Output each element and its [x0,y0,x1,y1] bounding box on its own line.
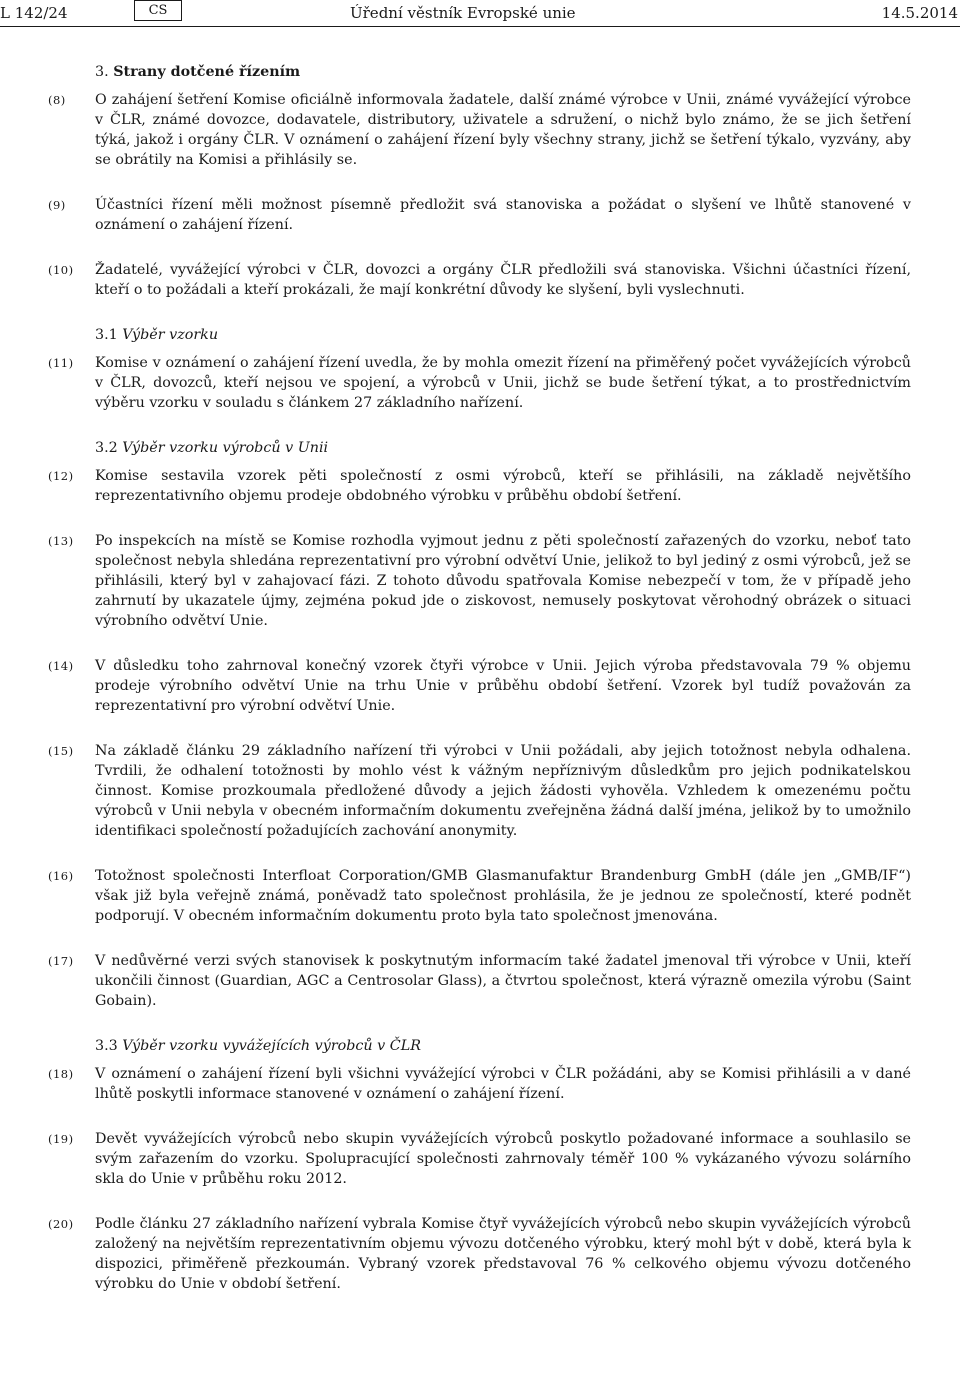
subsection-title: Výběr vzorku [122,327,219,343]
paragraph-number: (16) [48,869,74,883]
paragraph-text: Devět vyvážejících výrobců nebo skupin vyvážejících výrobců poskytlo požadované informace a souhlasilo se svým zařazením do vzorku. Spolupracující společnosti zahrnovaly téměř 100 % vykázaného vývozu solárního skla do Unie v průběhu roku 2012. [95,1131,911,1187]
paragraph-text: Komise sestavila vzorek pěti společností z osmi výrobců, kteří se přihlásili, na základě největšího reprezentativního objemu prodeje obdobného výrobku v průběhu období šetření. [95,468,911,504]
paragraph-text: Komise v oznámení o zahájení řízení uvedla, že by mohla omezit řízení na přiměřený počet vyvážejících výrobců v ČLR, dovozců, kteří nejsou ve spojení, a výrobců v Unii, jichž se bude šetření týkat, a to prostřednictvím výběru vzorku v souladu s článkem 27 základního nařízení. [95,355,911,411]
subsection-title: Výběr vzorku výrobců v Unii [122,440,329,456]
paragraph-number: (15) [48,744,74,758]
paragraph-number: (14) [48,659,74,673]
paragraph-number: (13) [48,534,74,548]
section-heading [0,62,960,82]
subsection-heading-3-2 [0,438,960,458]
subsection-title: Výběr vzorku vyvážejících výrobců v ČLR [122,1038,421,1054]
paragraph-group-c [0,466,960,1011]
paragraph-number: (9) [48,198,66,212]
page-header [0,0,960,28]
numbered-paragraph [0,195,960,235]
numbered-paragraph [0,1214,960,1294]
header-rule [0,26,960,27]
publication-date: 14.5.2014 [881,4,958,22]
paragraph-number: (11) [48,356,74,370]
numbered-paragraph [0,951,960,1011]
paragraph-number: (12) [48,469,74,483]
paragraph-text: V nedůvěrné verzi svých stanovisek k poskytnutým informacím také žadatel jmenoval tři výrobce v Unii, kteří ukončili činnost (Guardian, AGC a Centrosolar Glass), a čtvrtou společnost, která výrazně omezila výrobu (Saint Gobain). [95,953,911,1009]
document-body [0,62,960,1319]
numbered-paragraph [0,466,960,506]
paragraph-text: Podle článku 27 základního nařízení vybrala Komise čtyř vyvážejících výrobců nebo skupin vyvážejících výrobců založený na největším reprezentativním objemu vývozu dotčeného výrobku, který mohl být v době, která byla k dispozici, přiměřeně přezkoumán. Vybraný vzorek představoval 76 % celkového objemu vývozu dotčeného výrobku do Unie v období šetření. [95,1216,911,1292]
numbered-paragraph [0,1064,960,1104]
subsection-number: 3.1 [95,327,118,343]
subsection-heading-3-1 [0,325,960,345]
paragraph-group-b [0,353,960,413]
subsection-heading-3-3 [0,1036,960,1056]
subsection-number: 3.2 [95,440,118,456]
paragraph-number: (19) [48,1132,74,1146]
paragraph-group-d [0,1064,960,1294]
paragraph-number: (18) [48,1067,74,1081]
paragraph-number: (17) [48,954,74,968]
numbered-paragraph [0,353,960,413]
numbered-paragraph [0,531,960,631]
paragraph-text: Totožnost společnosti Interfloat Corporation/GMB Glasmanufaktur Brandenburg GmbH (dále jen „GMB/IF“) však již byla veřejně známá, poněvadž tato společnost prohlásila, že je jednou ze společností, které podnět podporují. V obecném informačním dokumentu proto byla tato společnost jmenována. [95,868,911,924]
paragraph-text: Žadatelé, vyvážející výrobci v ČLR, dovozci a orgány ČLR předložili svá stanoviska. Všichni účastníci řízení, kteří o to požádali a kteří prokázali, že mají konkrétní důvody ke slyšení, byli vyslechnuti. [95,262,911,298]
numbered-paragraph [0,656,960,716]
numbered-paragraph [0,90,960,170]
subsection-number: 3.3 [95,1038,118,1054]
paragraph-number: (8) [48,93,66,107]
numbered-paragraph [0,1129,960,1189]
paragraph-number: (20) [48,1217,74,1231]
section-title: Strany dotčené řízením [113,64,301,80]
paragraph-group-a [0,90,960,300]
numbered-paragraph [0,866,960,926]
numbered-paragraph [0,260,960,300]
paragraph-text: Po inspekcích na místě se Komise rozhodla vyjmout jednu z pěti společností zařazených do vzorku, neboť tato společnost nebyla shledána reprezentativní pro výrobní odvětví Unie, jelikož to byl jediný z osmi výrobců, jež se přihlásili, který byl v zahajovací fázi. Z tohoto důvodu spatřovala Komise nebezpečí v tom, že v případě jeho zahrnutí by ukazatele újmy, zejména pokud jde o ziskovost, nemusely poskytovat věrohodný obrázek o situaci výrobního odvětví Unie. [95,533,911,629]
section-number: 3. [95,64,109,80]
paragraph-text: Na základě článku 29 základního nařízení tři výrobci v Unii požádali, aby jejich totožnost nebyla odhalena. Tvrdili, že odhalení totožnosti by mohlo vést k vážným nepříznivým důsledkům pro jejich podnikatelskou činnost. Komise prozkoumala předložené důvody a jejich žádosti vyhověla. Vzhledem k omezenému počtu výrobců v Unii nebyla v obecném informačním dokumentu zveřejněna žádná další jména, jelikož by to umožnilo identifikaci společností požadujících zachování anonymity. [95,743,911,839]
paragraph-number: (10) [48,263,74,277]
paragraph-text: V důsledku toho zahrnoval konečný vzorek čtyři výrobce v Unii. Jejich výroba představovala 79 % objemu prodeje výrobního odvětví Unie na trhu Unie v průběhu období šetření. Vzorek byl tudíž považován za reprezentativní pro výrobní odvětví Unie. [95,658,911,714]
numbered-paragraph [0,741,960,841]
page-number: L 142/24 [0,4,68,22]
paragraph-text: Účastníci řízení měli možnost písemně předložit svá stanoviska a požádat o slyšení ve lhůtě stanovené v oznámení o zahájení řízení. [95,197,911,233]
paragraph-text: O zahájení šetření Komise oficiálně informovala žadatele, další známé výrobce v Unii, známé vyvážející výrobce v ČLR, známé dovozce, dodavatele, distributory, uživatele a sdružení, o nichž bylo známo, že se jich šetření týká, jakož i orgány ČLR. V oznámení o zahájení řízení byly všechny strany, jichž se šetření týkalo, vyzvány, aby se obrátily na Komisi a přihlásily se. [95,92,911,168]
journal-title: Úřední věstník Evropské unie [350,4,576,22]
paragraph-text: V oznámení o zahájení řízení byli všichni vyvážející výrobci v ČLR požádáni, aby se Komisi přihlásili a v dané lhůtě poskytli informace stanovené v oznámení o zahájení řízení. [95,1066,911,1102]
language-badge: CS [134,0,182,21]
